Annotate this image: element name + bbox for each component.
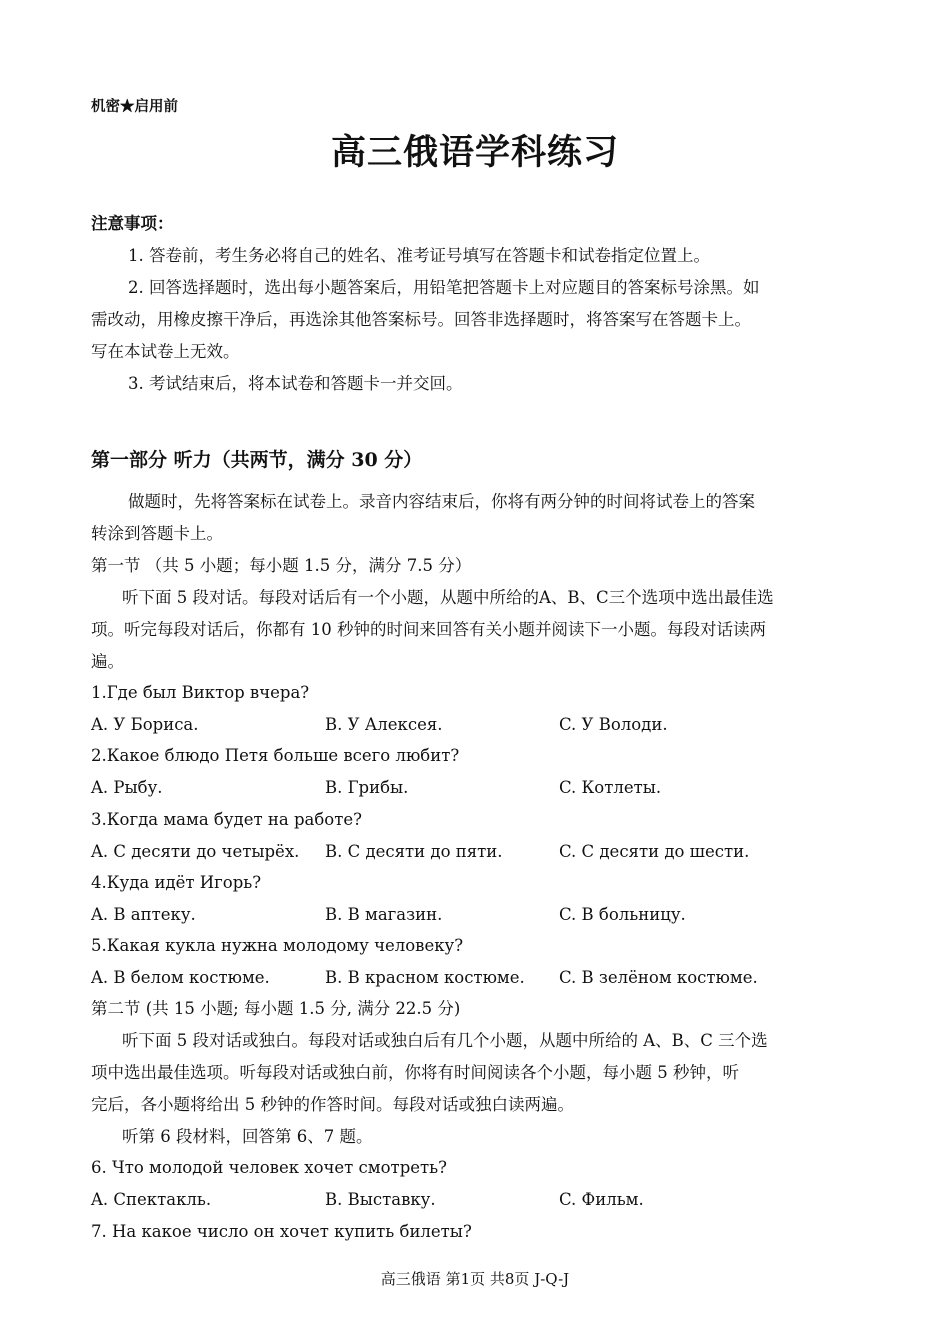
question-6: 6. Что молодой человек хочет смотреть? bbox=[91, 1158, 447, 1177]
question-5-option-a: A. В белом костюме. bbox=[91, 968, 270, 987]
section2-title: 第二节 (共 15 小题; 每小题 1.5 分, 满分 22.5 分) bbox=[91, 999, 461, 1018]
confidential-label: 机密★启用前 bbox=[91, 98, 178, 115]
question-6-option-a: A. Спектакль. bbox=[91, 1190, 212, 1209]
page-footer: 高三俄语 第1页 共8页 J-Q-J bbox=[380, 1270, 570, 1288]
question-3-option-b: B. С десяти до пяти. bbox=[325, 842, 503, 861]
question-2-option-c: C. Котлеты. bbox=[559, 778, 662, 797]
question-4: 4.Куда идёт Игорь? bbox=[91, 873, 262, 892]
part1-intro-line-2: 转涂到答题卡上。 bbox=[91, 524, 223, 543]
section1-instr-line-3: 遍。 bbox=[91, 652, 124, 671]
question-1: 1.Где был Виктор вчера? bbox=[91, 683, 310, 702]
notice-item-3: 3. 考试结束后，将本试卷和答题卡一并交回。 bbox=[128, 374, 463, 393]
question-3-option-c: C. С десяти до шести. bbox=[559, 842, 750, 861]
question-2-option-a: A. Рыбу. bbox=[91, 778, 163, 797]
question-1-option-b: B. У Алексея. bbox=[325, 715, 443, 734]
material-6-instruction: 听第 6 段材料，回答第 6、7 题。 bbox=[122, 1127, 373, 1146]
section1-title: 第一节 （共 5 小题；每小题 1.5 分，满分 7.5 分） bbox=[91, 556, 472, 575]
notice-item-1: 1. 答卷前，考生务必将自己的姓名、准考证号填写在答题卡和试卷指定位置上。 bbox=[128, 246, 710, 265]
section2-instr-line-2: 项中选出最佳选项。听每段对话或独白前，你将有时间阅读各个小题，每小题 5 秒钟，听 bbox=[91, 1063, 739, 1082]
question-4-option-b: B. В магазин. bbox=[325, 905, 443, 924]
question-3: 3.Когда мама будет на работе? bbox=[91, 810, 362, 829]
question-6-option-c: C. Фильм. bbox=[559, 1190, 644, 1209]
notice-item-2-line-2: 需改动，用橡皮擦干净后，再选涂其他答案标号。回答非选择题时，将答案写在答题卡上。 bbox=[91, 310, 751, 329]
question-1-option-a: A. У Бориса. bbox=[91, 715, 199, 734]
question-4-option-a: A. В аптеку. bbox=[91, 905, 196, 924]
notice-item-2-line-1: 2. 回答选择题时，选出每小题答案后，用铅笔把答题卡上对应题目的答案标号涂黑。如 bbox=[128, 278, 760, 297]
question-6-option-b: B. Выставку. bbox=[325, 1190, 436, 1209]
notice-item-2-line-3: 写在本试卷上无效。 bbox=[91, 342, 240, 361]
part1-intro-line-1: 做题时，先将答案标在试卷上。录音内容结束后，你将有两分钟的时间将试卷上的答案 bbox=[128, 492, 755, 511]
question-7: 7. На какое число он хочет купить билеты? bbox=[91, 1222, 472, 1241]
section1-instr-line-1: 听下面 5 段对话。每段对话后有一个小题，从题中所给的A、B、C三个选项中选出最佳选 bbox=[122, 588, 774, 607]
question-4-option-c: C. В больницу. bbox=[559, 905, 686, 924]
exam-title: 高三俄语学科练习 bbox=[330, 132, 619, 173]
question-2-option-b: B. Грибы. bbox=[325, 778, 409, 797]
question-5-option-b: B. В красном костюме. bbox=[325, 968, 525, 987]
section2-instr-line-3: 完后，各小题将给出 5 秒钟的作答时间。每段对话或独白读两遍。 bbox=[91, 1095, 574, 1114]
section2-instr-line-1: 听下面 5 段对话或独白。每段对话或独白后有几个小题，从题中所给的 A、B、C 三个选 bbox=[122, 1031, 768, 1050]
question-3-option-a: A. С десяти до четырёх. bbox=[91, 842, 300, 861]
question-5: 5.Какая кукла нужна молодому человеку? bbox=[91, 936, 464, 955]
question-1-option-c: C. У Володи. bbox=[559, 715, 668, 734]
question-2: 2.Какое блюдо Петя больше всего любит? bbox=[91, 746, 460, 765]
question-5-option-c: C. В зелёном костюме. bbox=[559, 968, 758, 987]
section1-instr-line-2: 项。听完每段对话后，你都有 10 秒钟的时间来回答有关小题并阅读下一小题。每段对话读两 bbox=[91, 620, 766, 639]
part1-title: 第一部分 听力（共两节，满分 30 分） bbox=[91, 449, 423, 471]
notice-heading: 注意事项： bbox=[91, 214, 174, 233]
